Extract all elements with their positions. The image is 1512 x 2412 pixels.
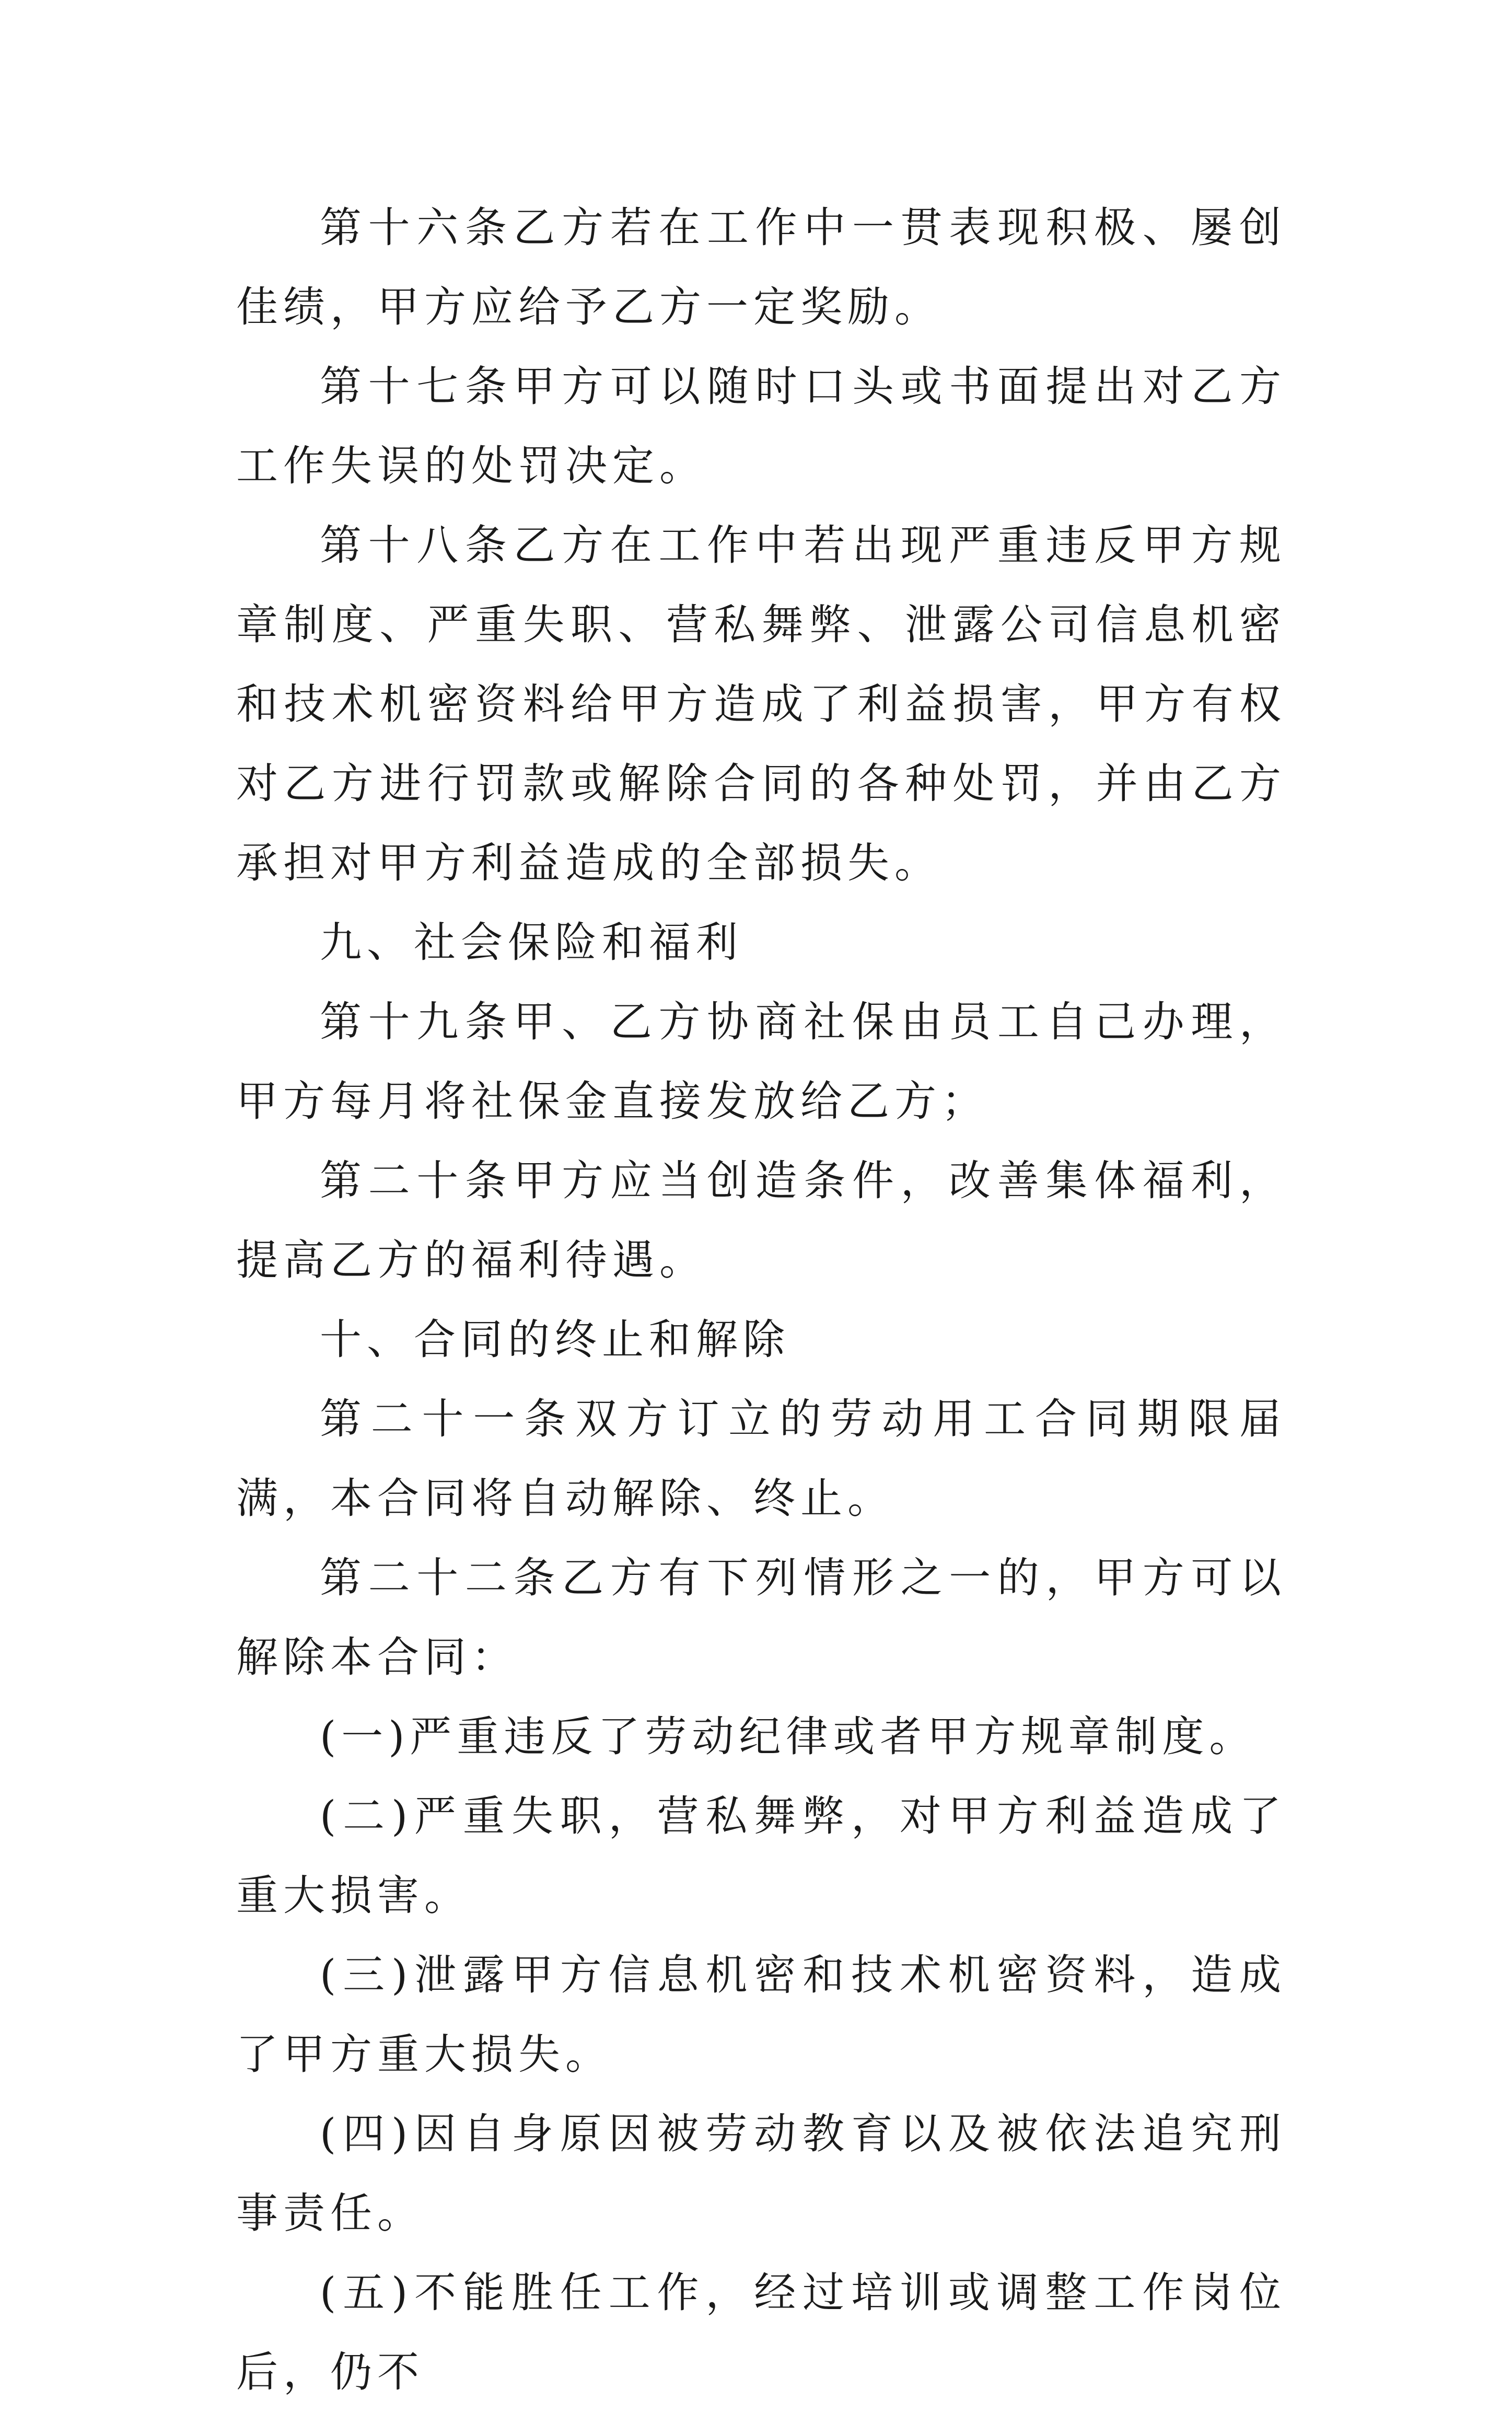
paragraph-article-18: 第十八条乙方在工作中若出现严重违反甲方规章制度、严重失职、营私舞弊、泄露公司信息机密和技术机密资料给甲方造成了利益损害，甲方有权对乙方进行罚款或解除合同的各种处罚，并由乙方承担对甲方利益造成的全部损失。	[236, 521, 1286, 887]
list-item-1: (一)严重违反了劳动纪律或者甲方规章制度。	[320, 1712, 1257, 1761]
section-heading-termination: 十、合同的终止和解除	[320, 1315, 790, 1364]
paragraph-article-16: 第十六条乙方若在工作中一贯表现积极、屡创佳绩，甲方应给予乙方一定奖励。	[236, 203, 1286, 331]
paragraph-article-22: 第二十二条乙方有下列情形之一的，甲方可以解除本合同：	[236, 1553, 1286, 1682]
paragraph-article-17: 第十七条甲方可以随时口头或书面提出对乙方工作失误的处罚决定。	[236, 362, 1286, 490]
paragraph-article-19: 第十九条甲、乙方协商社保由员工自己办理，甲方每月将社保金直接发放给乙方；	[236, 998, 1286, 1126]
list-item-3: (三)泄露甲方信息机密和技术机密资料，造成了甲方重大损失。	[236, 1951, 1286, 2079]
paragraph-article-21: 第二十一条双方订立的劳动用工合同期限届满，本合同将自动解除、终止。	[236, 1395, 1286, 1523]
section-heading-social-insurance: 九、社会保险和福利	[320, 918, 743, 967]
list-item-5: (五)不能胜任工作，经过培训或调整工作岗位后，仍不	[236, 2268, 1286, 2396]
list-item-4: (四)因自身原因被劳动教育以及被依法追究刑事责任。	[236, 2109, 1286, 2237]
contract-body-text	[236, 188, 1286, 2412]
paragraph-article-20: 第二十条甲方应当创造条件，改善集体福利，提高乙方的福利待遇。	[236, 1156, 1286, 1284]
list-item-2: (二)严重失职，营私舞弊，对甲方利益造成了重大损害。	[236, 1792, 1286, 1920]
